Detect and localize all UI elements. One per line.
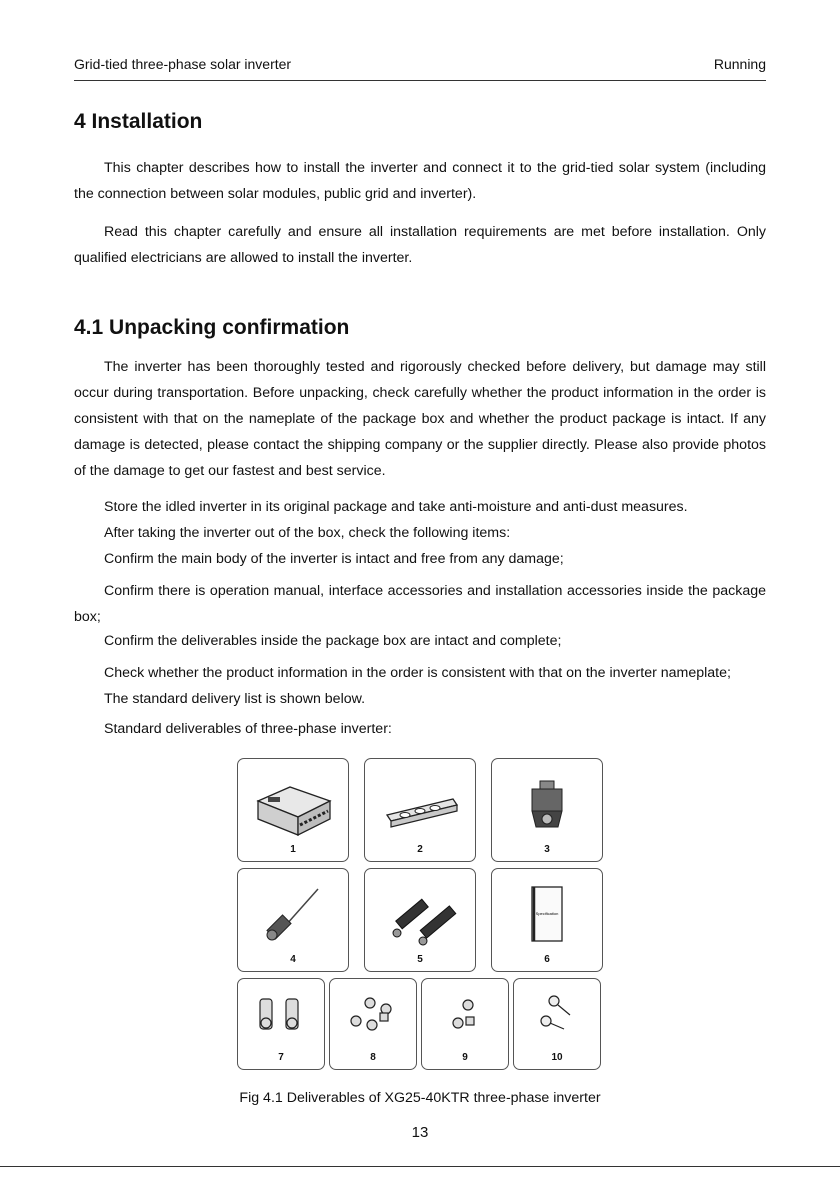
item-number: 3 [544,844,550,855]
deliverable-item [364,868,476,972]
item-number: 8 [370,1052,376,1063]
paragraph-line: Confirm the main body of the inverter is intact and free from any damage; [104,551,564,567]
item-number: 7 [278,1052,284,1063]
deliverable-item [513,978,601,1070]
deliverable-item [237,758,349,862]
deliverable-item [364,758,476,862]
item-number: 10 [551,1052,563,1063]
deliverable-item [329,978,417,1070]
footer-rule [0,1166,840,1167]
item-number: 2 [417,844,423,855]
manual-label: Specification [535,911,559,916]
paragraph: Confirm there is operation manual, interface accessories and installation accessories inside the package box; [74,583,766,625]
paragraph-line: Confirm the deliverables inside the package box are intact and complete; [104,633,562,649]
item-number: 1 [290,844,296,855]
item-number: 9 [462,1052,468,1063]
paragraph: Read this chapter carefully and ensure all installation requirements are met before installation. Only qualified electricians are allowed to install the inverter. [74,224,766,266]
paragraph-line: The standard delivery list is shown below. [104,691,366,707]
paragraph-line: Standard deliverables of three-phase inverter: [104,721,392,737]
header-title: Grid-tied three-phase solar inverter [74,56,292,72]
item-number: 5 [417,954,423,965]
paragraph-line: Store the idled inverter in its original package and take anti-moisture and anti-dust measures. [104,499,688,515]
figure-caption: Fig 4.1 Deliverables of XG25-40KTR three-phase inverter [239,1090,601,1106]
chapter-title: 4 Installation [74,110,203,133]
deliverable-item [491,868,603,972]
paragraph: The inverter has been thoroughly tested and rigorously checked before delivery, but damage may still occur during transportation. Before unpacking, check carefully whether the product information in the order is consistent with that on the nameplate of the package box and whether the product package is intact. If any damage is detected, please contact the shipping company or the supplier directly. Please also provide photos of the damage to get our fastest and best service. [74,359,766,479]
paragraph-line: After taking the inverter out of the box, check the following items: [104,525,511,541]
section-title: 4.1 Unpacking confirmation [74,316,350,339]
item-number: 4 [290,954,296,965]
deliverable-item [491,758,603,862]
page-number: 13 [411,1124,429,1141]
deliverable-item [237,868,349,972]
item-number: 6 [544,954,550,965]
deliverable-item [237,978,325,1070]
deliverable-item [421,978,509,1070]
paragraph-line: Check whether the product information in the order is consistent with that on the inverter nameplate; [104,665,731,681]
page-header [74,56,766,81]
header-section: Running [713,56,766,72]
paragraph: This chapter describes how to install the inverter and connect it to the grid-tied solar system (including the connection between solar modules, public grid and inverter). [74,160,766,202]
